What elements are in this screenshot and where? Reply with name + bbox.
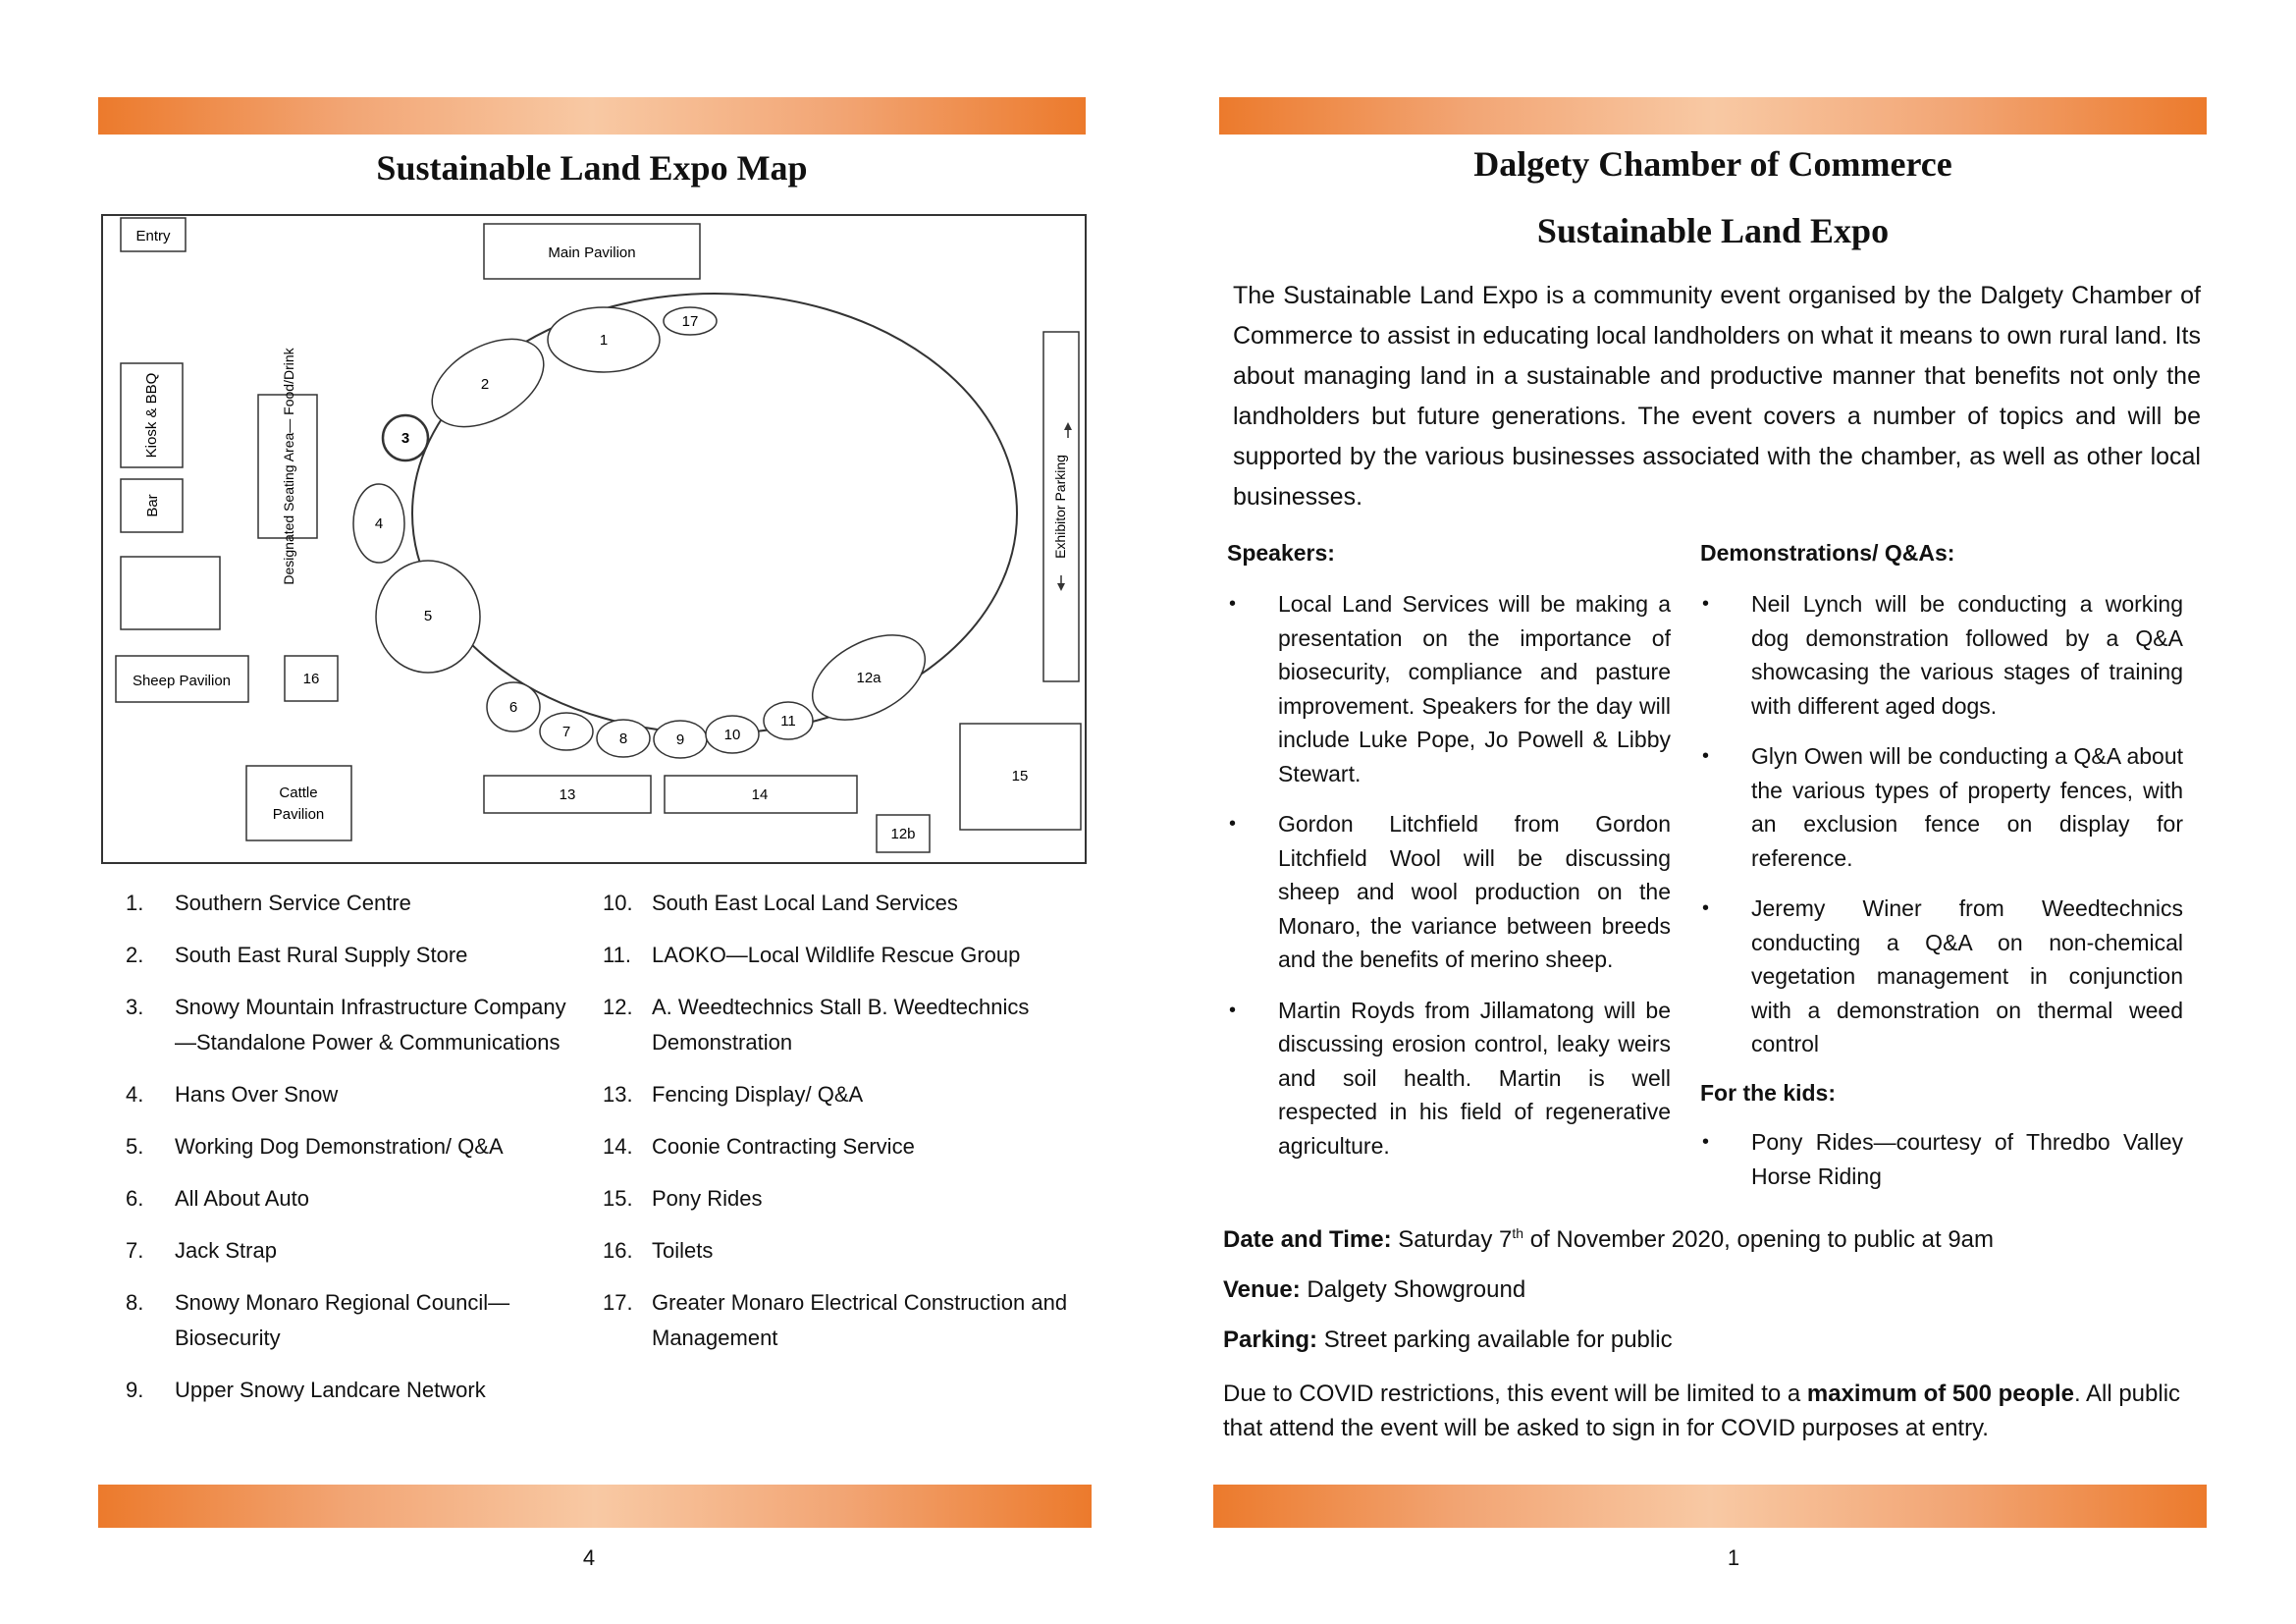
- map-stall-label: 13: [559, 786, 576, 803]
- legend-item: [98, 1373, 584, 1408]
- legend-text: Southern Service Centre: [175, 891, 411, 915]
- svg-text:Cattle: Cattle: [279, 785, 318, 801]
- legend-number: 3.: [126, 995, 144, 1019]
- legend-item: [98, 938, 584, 973]
- legend-text: All About Auto: [175, 1186, 309, 1211]
- legend-item: [575, 938, 1076, 973]
- legend-item: [98, 886, 584, 921]
- svg-text:Exhibitor Parking: Exhibitor Parking: [1052, 455, 1068, 559]
- legend-text: Working Dog Demonstration/ Q&A: [175, 1134, 504, 1159]
- map-stall-label: 10: [723, 727, 741, 743]
- svg-text:Entry: Entry: [135, 228, 171, 244]
- page-number-left: 4: [582, 1545, 596, 1570]
- right-title-line2: Sustainable Land Expo: [1536, 211, 1890, 250]
- bullet-icon: •: [1702, 593, 1710, 615]
- svg-text:Designated Seating Area— Food/: Designated Seating Area— Food/Drink: [281, 348, 296, 585]
- expo-map: [101, 214, 1087, 864]
- date-time-line: Date and Time: Saturday 7th of November 2020, opening to public at 9am: [1223, 1225, 1995, 1253]
- bullet-icon: •: [1702, 897, 1710, 919]
- legend-text: Toilets: [652, 1238, 714, 1263]
- parking-line: Parking: Street parking available for public: [1223, 1326, 1673, 1353]
- map-stall-label: 12a: [856, 670, 881, 686]
- legend-text: Hans Over Snow: [175, 1082, 339, 1107]
- legend-number: 7.: [126, 1238, 144, 1263]
- legend-text: South East Rural Supply Store: [175, 943, 468, 967]
- map-stall-label: 8: [618, 731, 628, 747]
- map-blank-box: [121, 557, 220, 629]
- page-number-right: 1: [1727, 1545, 1740, 1570]
- legend-number: 14.: [603, 1134, 633, 1159]
- legend-right: [575, 886, 1076, 1373]
- legend-item: [98, 1129, 584, 1164]
- legend-number: 1.: [126, 891, 144, 915]
- map-title: Sustainable Land Expo Map: [376, 148, 808, 188]
- legend-item: [575, 1233, 1076, 1269]
- map-stall-label: 4: [374, 515, 384, 532]
- legend-number: 11.: [603, 943, 631, 967]
- venue-line: Venue: Dalgety Showground: [1223, 1276, 1526, 1303]
- legend-number: 8.: [126, 1290, 144, 1315]
- bottom-orange-band-right: [1213, 1485, 2207, 1528]
- bullet-text: Pony Rides—courtesy of Thredbo Valley Horse Riding: [1751, 1129, 2183, 1189]
- svg-text:Bar: Bar: [144, 494, 161, 517]
- legend-item: [575, 1285, 1076, 1356]
- kids-item: [1700, 1125, 2183, 1193]
- speakers-list: [1227, 587, 1671, 1179]
- legend-text: Coonie Contracting Service: [652, 1134, 915, 1159]
- bullet-text: Martin Royds from Jillamatong will be discussing erosion control, leaky weirs and soil health. Martin is well respected in his field of regenerative agriculture.: [1278, 997, 1671, 1159]
- svg-text:Main Pavilion: Main Pavilion: [548, 244, 636, 261]
- bottom-orange-band-left: [98, 1485, 1092, 1528]
- legend-left: [98, 886, 584, 1425]
- intro-paragraph: The Sustainable Land Expo is a community event organised by the Dalgety Chamber of Commerce to assist in educating local landholders on what it means to own rural land. Its about managing land in a sustainable and productive manner that benefits not only the landholders but future generations. The event covers a number of topics and will be supported by the various businesses associated with the chamber, as well as other local businesses.: [1233, 282, 2201, 511]
- map-sheep-pavilion: [116, 656, 248, 702]
- speakers-heading: Speakers:: [1227, 540, 1335, 566]
- map-main-pavilion: [484, 224, 700, 279]
- legend-number: 4.: [126, 1082, 144, 1107]
- legend-number: 6.: [126, 1186, 144, 1211]
- bullet-icon: •: [1702, 1131, 1710, 1153]
- map-stall-label: 6: [508, 699, 518, 716]
- demos-list: [1700, 587, 2183, 1210]
- legend-text: Jack Strap: [175, 1238, 277, 1263]
- map-stall-label: 11: [780, 713, 796, 730]
- map-exhibitor-parking: [1043, 332, 1079, 681]
- legend-number: 16.: [603, 1238, 633, 1263]
- legend-item: [98, 1181, 584, 1217]
- legend-number: 13.: [603, 1082, 633, 1107]
- map-stall-label: 7: [561, 724, 571, 740]
- legend-text: A. Weedtechnics Stall B. Weedtechnics Demonstration: [652, 995, 1030, 1055]
- map-stall-label: 5: [423, 608, 433, 624]
- map-kiosk-bbq: [121, 363, 183, 467]
- map-stall-label: 17: [681, 313, 699, 330]
- legend-item: [575, 990, 1076, 1060]
- legend-text: Greater Monaro Electrical Construction and Management: [652, 1290, 1068, 1350]
- speaker-item: [1227, 994, 1671, 1164]
- legend-number: 15.: [603, 1186, 633, 1211]
- map-stall-label: 15: [1011, 768, 1029, 785]
- top-orange-band-right: [1219, 97, 2207, 135]
- bullet-text: Local Land Services will be making a presentation on the importance of biosecurity, compliance and pasture improvement. Speakers for the day will include Luke Pope, Jo Powell & Libby Stewart.: [1278, 591, 1671, 786]
- bullet-text: Glyn Owen will be conducting a Q&A about the various types of property fences, with an exclusion fence on display for reference.: [1751, 743, 2183, 871]
- legend-item: [575, 1077, 1076, 1112]
- legend-item: [98, 1233, 584, 1269]
- legend-text: Snowy Monaro Regional Council—Biosecurity: [175, 1290, 510, 1350]
- map-stall-label: 9: [675, 731, 685, 748]
- map-stall-label: 12b: [890, 826, 916, 842]
- legend-number: 5.: [126, 1134, 144, 1159]
- legend-item: [575, 886, 1076, 921]
- legend-text: Upper Snowy Landcare Network: [175, 1378, 486, 1402]
- right-title-line1: Dalgety Chamber of Commerce: [1473, 144, 1952, 184]
- map-cattle-pavilion: [246, 766, 351, 840]
- bullet-text: Neil Lynch will be conducting a working dog demonstration followed by a Q&A showcasing the various stages of training with different aged dogs.: [1751, 591, 2183, 719]
- legend-item: [98, 990, 584, 1060]
- map-stall-label: 1: [599, 332, 609, 349]
- demo-item: [1700, 587, 2183, 723]
- legend-text: LAOKO—Local Wildlife Rescue Group: [652, 943, 1021, 967]
- legend-text: Fencing Display/ Q&A: [652, 1082, 864, 1107]
- map-stall-label: 3: [400, 430, 410, 447]
- svg-text:Kiosk & BBQ: Kiosk & BBQ: [143, 372, 160, 459]
- kids-heading: For the kids:: [1700, 1079, 1837, 1106]
- map-entry: [121, 218, 186, 251]
- demo-item: [1700, 892, 2183, 1061]
- map-stall-label: 14: [751, 786, 769, 803]
- top-orange-band-left: [98, 97, 1086, 135]
- legend-number: 9.: [126, 1378, 144, 1402]
- legend-item: [575, 1181, 1076, 1217]
- map-stalls: [285, 307, 1081, 852]
- legend-number: 12.: [603, 995, 633, 1019]
- legend-item: [98, 1285, 584, 1356]
- legend-item: [98, 1077, 584, 1112]
- demo-item: [1700, 739, 2183, 875]
- bullet-icon: •: [1229, 999, 1237, 1021]
- legend-text: Snowy Mountain Infrastructure Company—Standalone Power & Communications: [175, 995, 566, 1055]
- speaker-item: [1227, 587, 1671, 790]
- speaker-item: [1227, 807, 1671, 977]
- legend-number: 10.: [603, 891, 633, 915]
- svg-text:Sheep Pavilion: Sheep Pavilion: [132, 673, 232, 689]
- legend-item: [575, 1129, 1076, 1164]
- svg-text:Pavilion: Pavilion: [272, 806, 325, 823]
- legend-number: 17.: [603, 1290, 633, 1315]
- bullet-text: Gordon Litchfield from Gordon Litchfield Wool will be discussing sheep and wool production on the Monaro, the variance between breeds and the benefits of merino sheep.: [1278, 811, 1671, 972]
- map-bar: [121, 479, 183, 532]
- demos-heading: Demonstrations/ Q&As:: [1700, 540, 1955, 566]
- bullet-text: Jeremy Winer from Weedtechnics conducting a Q&A on non-chemical vegetation management in conjunction with a demonstration on thermal weed control: [1751, 895, 2183, 1056]
- covid-note: Due to COVID restrictions, this event will be limited to a maximum of 500 people. All public that attend the event will be asked to sign in for COVID purposes at entry.: [1223, 1380, 2181, 1441]
- map-stall-label: 16: [302, 671, 320, 687]
- legend-text: Pony Rides: [652, 1186, 763, 1211]
- bullet-icon: •: [1702, 745, 1710, 767]
- bullet-icon: •: [1229, 593, 1237, 615]
- legend-text: South East Local Land Services: [652, 891, 958, 915]
- bullet-icon: •: [1229, 813, 1237, 835]
- legend-number: 2.: [126, 943, 144, 967]
- map-seating-area: [258, 347, 317, 584]
- map-stall-label: 2: [480, 376, 490, 393]
